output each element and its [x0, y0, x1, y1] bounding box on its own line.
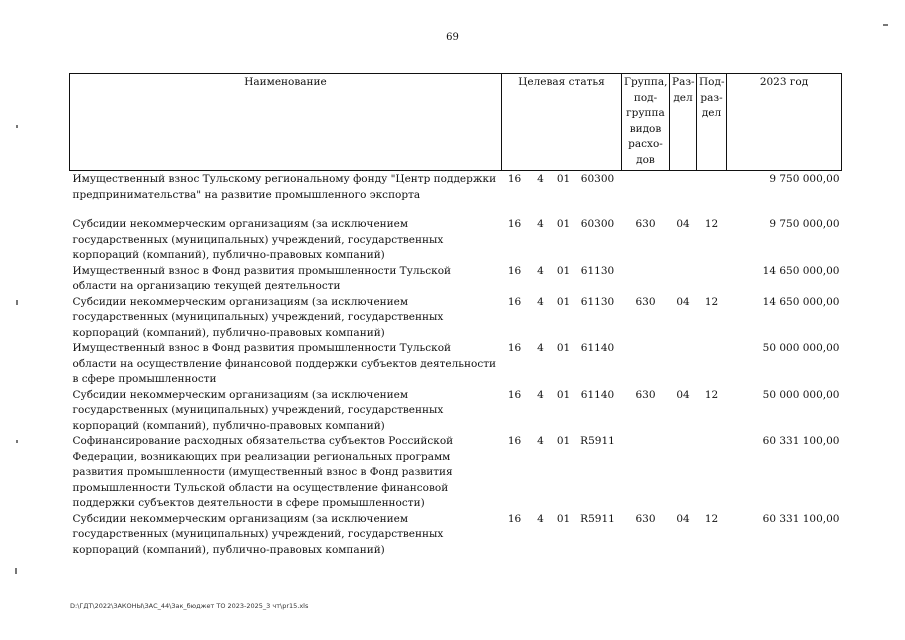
row-subsection: 12 [704, 218, 719, 230]
row-subsection [697, 264, 727, 295]
row-measure: 01 [556, 435, 571, 447]
row-name: Софинансирование расходных обязательства субъектов Российской Федерации, возникающих при реализации региональных программ развития промышленности (имущественный взнос в Фонд развития промышленности Тульской области на осуществление финансовой поддержки субъектов деятельности в сфере промышленности) [72, 435, 454, 509]
row-amount: 50 000 000,00 [762, 342, 840, 354]
scan-mark [16, 125, 18, 128]
row-measure: 01 [556, 342, 571, 354]
row-group [622, 341, 670, 388]
header-name: Наименование [70, 74, 502, 171]
row-name: Имущественный взнос в Фонд развития промышленности Тульской области на организацию текущей деятельности [72, 264, 452, 292]
row-code: 61140 [580, 342, 615, 354]
row-subsection: 12 [704, 388, 719, 401]
row-group [622, 264, 670, 295]
row-code: 60300 [580, 173, 615, 185]
row-code: 60300 [580, 218, 615, 230]
header-target-article: Целевая статья [502, 74, 622, 171]
scan-mark [16, 300, 18, 305]
table-row [70, 512, 842, 559]
table-row [70, 388, 842, 435]
row-amount: 14 650 000,00 [762, 295, 840, 308]
row-group: 630 [635, 218, 656, 230]
row-name: Субсидии некоммерческим организациям (за исключением государственных (муниципальных) учреждений, государственных корпораций (компаний), публично-правовых компаний) [72, 388, 444, 432]
row-subprogram: 4 [537, 342, 544, 354]
row-subsection: 12 [704, 295, 719, 308]
budget-table [69, 73, 842, 558]
row-name: Имущественный взнос Тульскому региональному фонду "Центр поддержки предпринимательства" на развитие промышленного экспорта [72, 173, 497, 201]
row-group: 630 [635, 388, 656, 401]
row-subsection [697, 341, 727, 388]
row-section: 04 [676, 218, 690, 230]
row-amount: 60 331 100,00 [762, 435, 840, 447]
row-measure: 01 [556, 388, 571, 401]
scan-mark [15, 568, 17, 574]
row-group: 630 [635, 512, 656, 525]
row-measure: 01 [556, 264, 571, 277]
row-program: 16 [507, 295, 522, 308]
row-subsection: 12 [704, 512, 719, 525]
row-amount: 9 750 000,00 [769, 218, 840, 230]
row-group: 630 [635, 295, 656, 308]
table-row [70, 341, 842, 388]
table-header-row [70, 74, 842, 171]
row-amount: 14 650 000,00 [762, 264, 840, 277]
header-section: Раз- дел [670, 74, 697, 171]
row-subprogram: 4 [537, 512, 544, 525]
table-row [70, 264, 842, 295]
row-amount: 50 000 000,00 [762, 388, 840, 401]
row-subprogram: 4 [537, 173, 544, 185]
row-subprogram: 4 [537, 435, 544, 447]
row-code: 61130 [580, 264, 615, 277]
row-program: 16 [507, 173, 522, 185]
scan-mark [883, 24, 888, 26]
row-measure: 01 [556, 173, 571, 185]
row-name: Субсидии некоммерческим организациям (за исключением государственных (муниципальных) учреждений, государственных корпораций (компаний), публично-правовых компаний) [72, 295, 444, 339]
header-year: 2023 год [727, 74, 842, 171]
row-measure: 01 [556, 295, 571, 308]
row-measure: 01 [556, 512, 571, 525]
row-program: 16 [507, 388, 522, 401]
row-subprogram: 4 [537, 264, 544, 277]
row-code: R5911 [580, 512, 615, 525]
row-amount: 9 750 000,00 [769, 173, 840, 185]
row-code: R5911 [580, 435, 615, 447]
row-measure: 01 [556, 218, 571, 230]
header-subsection: Под- раз- дел [697, 74, 727, 171]
row-section [670, 264, 697, 295]
budget-table-container [69, 73, 841, 558]
row-subprogram: 4 [537, 295, 544, 308]
row-subsection [697, 434, 727, 512]
row-section [670, 171, 697, 204]
row-program: 16 [507, 218, 522, 230]
row-section [670, 341, 697, 388]
row-program: 16 [507, 264, 522, 277]
row-program: 16 [507, 342, 522, 354]
row-group [622, 171, 670, 204]
row-section: 04 [676, 295, 690, 308]
row-subprogram: 4 [537, 388, 544, 401]
table-row [70, 171, 842, 204]
row-name: Субсидии некоммерческим организациям (за исключением государственных (муниципальных) учреждений, государственных корпораций (компаний), публично-правовых компаний) [72, 512, 444, 556]
row-name: Субсидии некоммерческим организациям (за исключением государственных (муниципальных) учреждений, государственных корпораций (компаний), публично-правовых компаний) [72, 218, 444, 261]
row-program: 16 [507, 435, 522, 447]
row-program: 16 [507, 512, 522, 525]
header-group: Группа, под- группа видов расхо- дов [622, 74, 670, 171]
row-spacer [70, 203, 842, 217]
table-row [70, 295, 842, 342]
row-section [670, 434, 697, 512]
row-name: Имущественный взнос в Фонд развития промышленности Тульской области на осуществление финансовой поддержки субъектов деятельности в сфере промышленности [72, 342, 497, 385]
row-section: 04 [676, 512, 690, 525]
row-amount: 60 331 100,00 [762, 512, 840, 525]
scan-mark [16, 440, 18, 443]
row-subprogram: 4 [537, 218, 544, 230]
row-group [622, 434, 670, 512]
table-row [70, 217, 842, 264]
table-row [70, 434, 842, 512]
page-number: 69 [446, 32, 459, 43]
row-code: 61140 [580, 388, 615, 401]
footer-file-path: D:\ГДТ\2022\ЗАКОНЫ\ЗАС_44\Зак_бюджет ТО 2023-2025_3 чт\pr15.xls [70, 602, 309, 610]
row-code: 61130 [580, 295, 615, 308]
row-subsection [697, 171, 727, 204]
row-section: 04 [676, 388, 690, 401]
